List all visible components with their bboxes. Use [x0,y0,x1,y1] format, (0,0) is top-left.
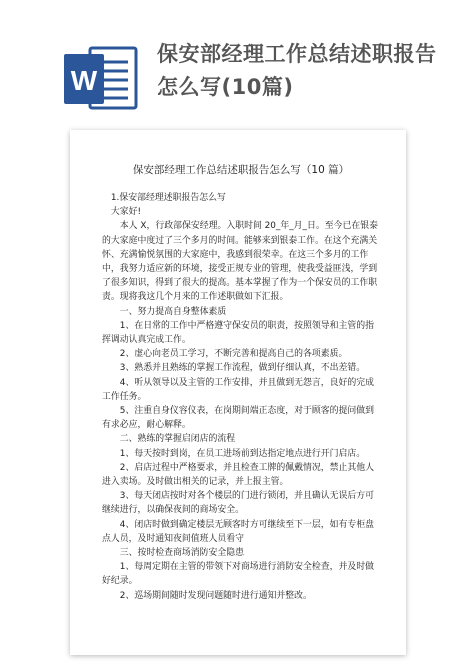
word-icon-letter: W [70,65,98,96]
document-paragraph: 一、努力提高自身整体素质 [119,306,227,317]
document-paragraph: 3、每天闭店按时对各个楼层的门进行锁闭，并且确认无误后方可继续进行，以确保夜间的商场安全。 [102,491,374,516]
document-paragraph: 1、每周定期在主管的带领下对商场进行消防安全检查，并及时做好纪录。 [102,562,374,587]
document-paragraph: 4、闭店时做到确定楼层无顾客时方可继续至下一层，如有专柜盘点人员，及时通知夜间值班人员看守 [102,519,374,544]
document-paragraph: 1、每天按时到岗，在员工进场前到达指定地点进行开门启店。 [119,448,366,459]
document-paragraph: 4、听从领导以及主管的工作安排，并且做到无怨言，良好的完成工作任务。 [102,377,374,402]
document-paragraph: 3、熟悉并且熟练的掌握工作流程，做到仔细认真，不出差错。 [119,363,366,374]
document-paragraph: 5、注重自身仪容仪表，在岗期间端正态度，对于顾客的提问做到有求必应，耐心解释。 [102,406,374,431]
document-body [102,191,380,603]
document-paragraph: 三、按时检查商场消防安全隐患 [119,548,245,559]
document-paragraph: 1、在日常的工作中严格遵守保安员的职责，按照领导和主管的指挥调动认真完成工作。 [102,320,374,346]
document-paragraph: 本人 X，行政部保安经理。入职时间 20_年_月_日。至今已在银泰的大家庭中度过了三个多月的时间。能够来到银泰工作。在这个充满关怀、充满愉悦氛围的大家庭中，我感到很荣幸。在这三个多月的工作中，我努力适应新的环境，接受正规专业的管理，使我受益匪浅，学到了很多知识，得到了很大的提高。基本掌握了作为一个保安员的工作职责。现将我这几个月来的工作述职做如下汇报。 [102,221,378,303]
document-title: 保安部经理工作总结述职报告怎么写（10 篇） [132,164,350,176]
document-paragraph: 2、启店过程中严格要求，并且检查工牌的佩戴情况，禁止其他人进入卖场。及时做出相关的记录，并上报主管。 [102,462,374,488]
document-paragraph: 1.保安部经理述职报告怎么写 [110,193,226,203]
document-paragraph: 大家好! [110,207,142,218]
document-paragraph: 2、虚心向老员工学习，不断完善和提高自己的各项素质。 [119,349,348,360]
document-preview [70,130,406,655]
word-document-icon [60,38,142,120]
document-paragraph: 2、巡场期间随时发现问题随时进行通知并整改。 [119,590,312,601]
document-paragraph: 二、熟练的掌握启闭店的流程 [119,434,236,445]
page-title: 保安部经理工作总结述职报告怎么写(10篇) [157,42,437,99]
